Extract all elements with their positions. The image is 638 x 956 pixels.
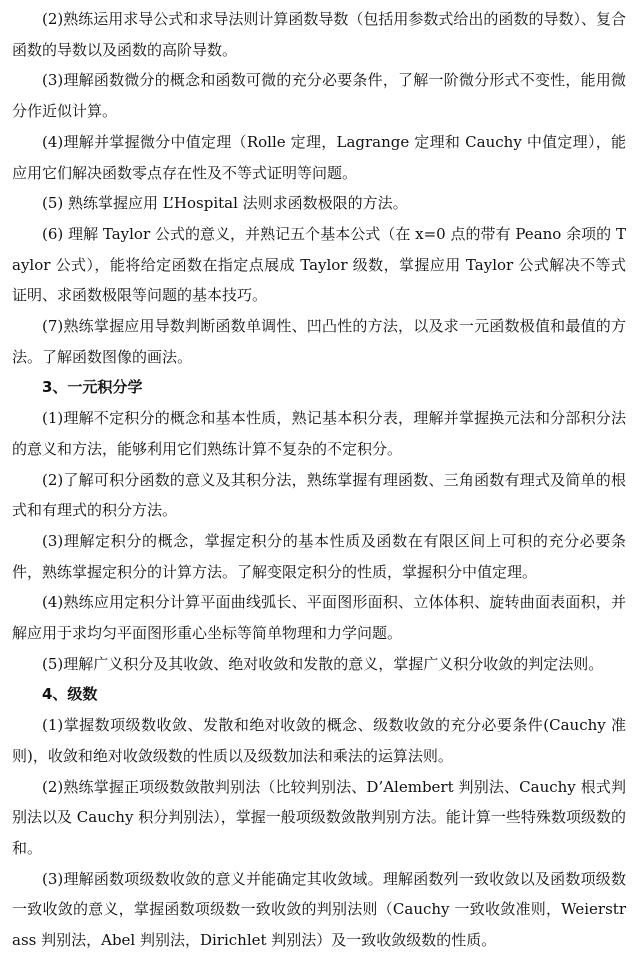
integral-item-2: (2)了解可积分函数的意义及其积分法，熟练掌握有理函数、三角函数有理式及简单的根式和有理式的积分方法。 [12, 470, 626, 520]
derivative-item-6: (6) 理解 Taylor 公式的意义，并熟记五个基本公式（在 x=0 点的带有 Peano 余项的 Taylor 公式），能将给定函数在指定点展成 Taylor 级数，掌握应用 Taylor 公式解决不等式证明、求函数极限等问题的基本技巧。 [12, 224, 626, 305]
integral-item-4: (4)熟练应用定积分计算平面曲线弧长、平面图形面积、立体体积、旋转曲面表面积，并解应用于求均匀平面图形重心坐标等简单物理和力学问题。 [12, 593, 626, 643]
series-item-3: (3)理解函数项级数收敛的意义并能确定其收敛域。理解函数列一致收敛以及函数项级数一致收敛的意义，掌握函数项级数一致收敛的判别法则（Cauchy 一致收敛准则，Weierstrass 判别法，Abel 判别法，Dirichlet 判别法）及一致收敛级数的性质。 [12, 869, 626, 950]
derivative-item-2: (2)熟练运用求导公式和求导法则计算函数导数（包括用参数式给出的函数的导数）、复合函数的导数以及函数的高阶导数。 [12, 10, 626, 59]
integral-item-1: (1)理解不定积分的概念和基本性质，熟记基本积分表，理解并掌握换元法和分部积分法的意义和方法，能够利用它们熟练计算不复杂的不定积分。 [12, 409, 626, 458]
derivative-item-5: (5) 熟练掌握应用 L’Hospital 法则求函数极限的方法。 [42, 194, 408, 213]
derivative-item-3: (3)理解函数微分的概念和函数可微的充分必要条件，了解一阶微分形式不变性，能用微分作近似计算。 [12, 71, 626, 121]
section-heading-integral: 3、一元积分学 [42, 378, 143, 397]
series-item-2: (2)熟练掌握正项级数敛散判别法（比较判别法、D’Alembert 判别法、Cauchy 根式判别法以及 Cauchy 积分判别法），掌握一般项级数敛散判别方法。能计算一些特殊数项级数的和。 [12, 777, 626, 857]
integral-item-3: (3)理解定积分的概念，掌握定积分的基本性质及函数在有限区间上可积的充分必要条件，熟练掌握定积分的计算方法。了解变限定积分的性质，掌握积分中值定理。 [12, 531, 626, 581]
derivative-item-7: (7)熟练掌握应用导数判断函数单调性、凹凸性的方法，以及求一元函数极值和最值的方法。了解函数图像的画法。 [12, 317, 626, 366]
series-item-1: (1)掌握数项级数收敛、发散和绝对收敛的概念、级数收敛的充分必要条件(Cauchy 准则)，收敛和绝对收敛级数的性质以及级数加法和乘法的运算法则。 [12, 716, 626, 765]
derivative-item-4: (4)理解并掌握微分中值定理（Rolle 定理，Lagrange 定理和 Cauchy 中值定理），能应用它们解决函数零点存在性及不等式证明等问题。 [12, 132, 626, 182]
section-heading-series: 4、级数 [42, 685, 98, 704]
integral-item-5: (5)理解广义积分及其收敛、绝对收敛和发散的意义，掌握广义积分收敛的判定法则。 [42, 654, 604, 673]
